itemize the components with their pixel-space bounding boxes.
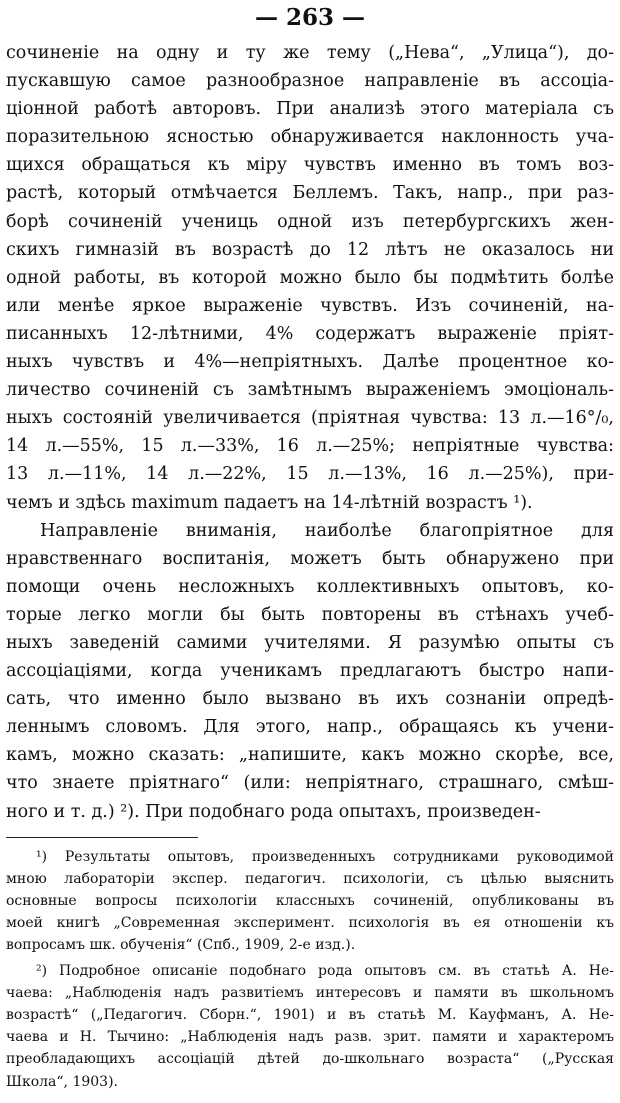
text-line: щихся обращаться къ міру чувствъ именно въ томъ воз- xyxy=(6,155,614,176)
text-line: ныхъ заведеній самими учителями. Я разумѣю опыты съ xyxy=(6,632,614,653)
text-line: скихъ гимназій въ возрастѣ до 12 лѣтъ не оказалось ни xyxy=(6,239,614,260)
footnote-line: возрастѣ“ („Педагогич. Сборн.“, 1901) и въ статьѣ М. Кауфманъ, А. Не- xyxy=(6,1006,614,1023)
text-line: ныхъ чувствъ и 4%—непріятныхъ. Далѣе процентное ко- xyxy=(6,352,614,373)
footnote-line: моей книгѣ „Современная эксперимент. психологія въ ея отношеніи къ xyxy=(6,915,614,932)
footnote-line: основные вопросы психологіи классныхъ сочиненій, опубликованы въ xyxy=(6,893,614,909)
text-line: борѣ сочиненій учениць одной изъ петербургскихъ жен- xyxy=(6,211,614,232)
text-line: сочиненіе на одну и ту же тему („Нева“, „Улица“), до- xyxy=(6,43,614,63)
text-line: Направленіе вниманія, наиболѣе благопріятное для xyxy=(40,520,614,541)
main-text xyxy=(6,39,614,826)
text-line: чемъ и здѣсь maximum падаетъ на 14-лѣтній возрастъ ¹). xyxy=(6,492,533,513)
text-line: растѣ, который отмѣчается Беллемъ. Такъ, напр., при раз- xyxy=(6,183,614,204)
footnote xyxy=(6,846,614,957)
text-line: одной работы, въ которой можно было бы подмѣтить болѣе xyxy=(6,267,614,288)
text-line: что знаете пріятнаго“ (или: непріятнаго, страшнаго, смѣш- xyxy=(6,773,614,794)
footnote xyxy=(6,960,614,1093)
footnote-line: преобладающихъ ассоціацій дѣтей до-школьнаго возраста“ („Русская xyxy=(6,1051,614,1068)
text-line: писанныхъ 12-лѣтними, 4% содержатъ выраженіе пріят- xyxy=(6,323,614,344)
text-line: ныхъ состояній увеличивается (пріятная чувства: 13 л.—16°/₀, xyxy=(6,408,614,429)
text-line: поразительною ясностью обнаруживается наклонность уча- xyxy=(6,127,614,148)
text-line: помощи очень несложныхъ коллективныхъ опытовъ, ко- xyxy=(6,576,614,597)
text-line: или менѣе яркое выраженіе чувствъ. Изъ сочиненій, на- xyxy=(6,295,614,316)
footnote-line: Школа“, 1903). xyxy=(6,1073,118,1090)
page-number: — 263 — xyxy=(254,4,366,31)
footnote-line: чаева и Н. Тычино: „Наблюденія надъ разв. зрит. памяти и характеромъ xyxy=(6,1029,614,1046)
footnote-line: вопросамъ шк. обученія“ (Спб., 1909, 2-е изд.). xyxy=(6,937,356,954)
text-line: ного и т. д.) ²). При подобнаго рода опытахъ, произведен- xyxy=(6,801,541,822)
text-line: 13 л.—11%, 14 л.—22%, 15 л.—13%, 16 л.—25%), при- xyxy=(6,464,614,485)
paragraph xyxy=(6,517,614,826)
footnote-line: ²) Подробное описаніе подобнаго рода опытовъ см. въ статьѣ А. Не- xyxy=(36,962,614,979)
footnote-divider xyxy=(6,837,198,838)
text-line: пускавшую самое разнообразное направленіе въ ассоціа- xyxy=(6,71,614,92)
text-line: сать, что именно было вызвано въ ихъ сознаніи опредѣ- xyxy=(6,689,614,710)
text-line: торые легко могли бы быть повторены въ стѣнахъ учеб- xyxy=(6,604,614,625)
footnote-line: ¹) Результаты опытовъ, произведенныхъ сотрудниками руководимой xyxy=(36,848,614,865)
text-line: нравственнаго воспитанія, можетъ быть обнаружено при xyxy=(6,548,614,569)
text-line: камъ, можно сказать: „напишите, какъ можно скорѣе, все, xyxy=(6,745,614,766)
text-line: личество сочиненій съ замѣтнымъ выраженіемъ эмоціональ- xyxy=(6,380,614,401)
text-line: ціонной работѣ авторовъ. При анализѣ этого матеріала съ xyxy=(6,99,614,120)
text-line: ассоціаціями, когда ученикамъ предлагаютъ быстро напи- xyxy=(6,661,614,682)
text-line: 14 л.—55%, 15 л.—33%, 16 л.—25%; непріятные чувства: xyxy=(6,436,614,457)
paragraph xyxy=(6,39,614,517)
footnotes xyxy=(6,846,614,1093)
footnote-line: чаева: „Наблюденія надъ развитіемъ интересовъ и памяти въ школьномъ xyxy=(6,984,614,1001)
text-line: леннымъ словомъ. Для этого, напр., обращаясь къ учени- xyxy=(6,717,614,738)
footnote-line: мною лабораторіи экспер. педагогич. психологіи, съ цѣлью выяснить xyxy=(6,870,614,887)
